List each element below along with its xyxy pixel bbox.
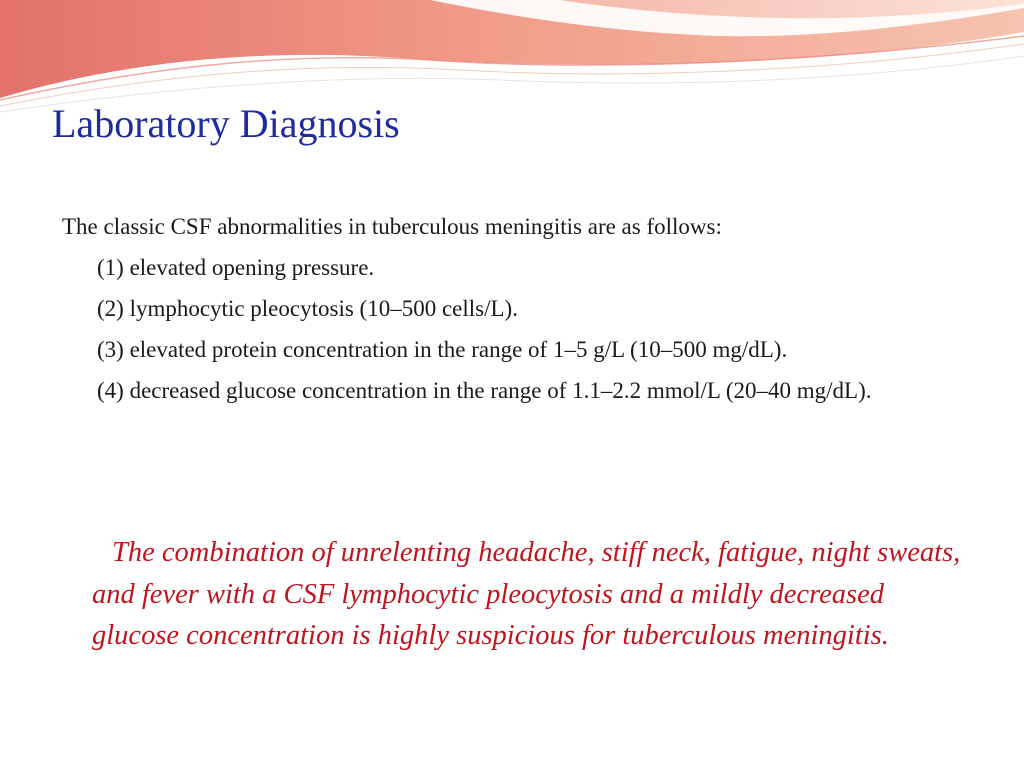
csf-abnormalities-list bbox=[90, 251, 970, 415]
slide-title: Laboratory Diagnosis bbox=[52, 101, 400, 146]
list-item: (4) decreased glucose concentration in the range of 1.1–2.2 mmol/L (20–40 mg/dL). bbox=[97, 378, 872, 403]
list-item: (2) lymphocytic pleocytosis (10–500 cells/L). bbox=[97, 296, 518, 321]
list-item: (3) elevated protein concentration in the range of 1–5 g/L (10–500 mg/dL). bbox=[97, 337, 788, 362]
conclusion-text: The combination of unrelenting headache, stiff neck, fatigue, night sweats, and fever with a CSF lymphocytic pleocytosis and a mildly decreased glucose concentration is highly suspicious for tuberculous meningitis. bbox=[92, 537, 961, 651]
intro-text: The classic CSF abnormalities in tuberculous meningitis are as follows: bbox=[62, 214, 722, 239]
list-item: (1) elevated opening pressure. bbox=[97, 255, 375, 280]
